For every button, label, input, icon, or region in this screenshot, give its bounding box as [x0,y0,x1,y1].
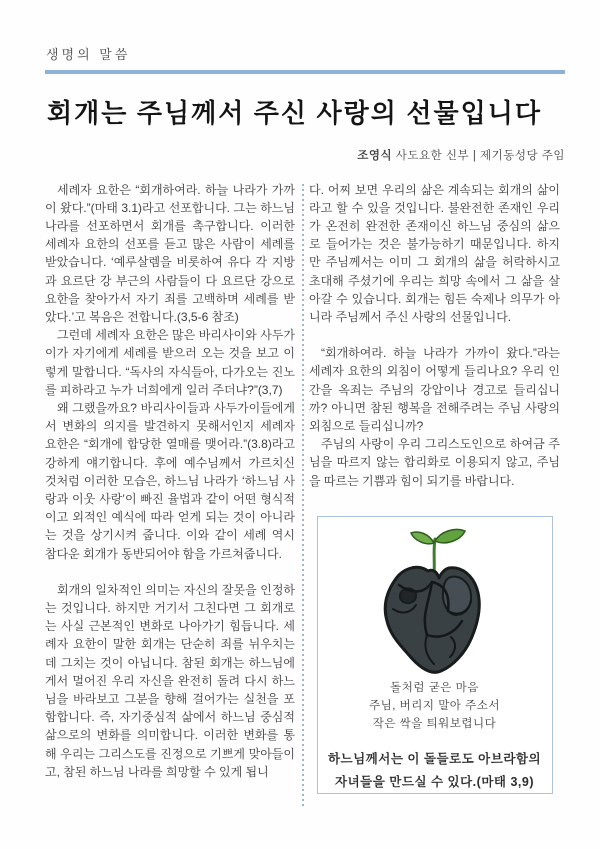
header-rule [45,70,565,74]
figure-caption-line: 돌처럼 굳은 마음 [390,681,479,694]
article-paragraph: “회개하여라. 하늘 나라가 가까이 왔다.”라는 세례자 요한의 외침이 어떻게 들리나요? 우리 인간을 옥죄는 주님의 강압이나 경고로 들리십니까? 아니면 참된 행복을 전해주려는 주님 사랑의 외침으로 들리십니까? [309,346,560,433]
column-divider [302,184,304,806]
byline [45,147,565,163]
page-title: 회개는 주님께서 주신 사랑의 선물입니다 [47,99,542,128]
figure-caption-line: 작은 싹을 틔워보렵니다 [372,717,497,730]
figure-quote [318,748,552,794]
figure-caption [318,679,552,733]
section-kicker: 생명의 말씀 [46,47,131,62]
article-paragraph: 왜 그랬을까요? 바리사이들과 사두가이들에게서 변화의 의지를 발견하지 못해서인지 세례자 요한은 “회개에 합당한 열매를 맺어라.”(3.8)라고 강하게 얘기합니다. 후에 예수님께서 가르치신 것처럼 이러한 모습은, 하느님 나라가 ‘하느님 사랑과 이웃 사랑’이 빠진 율법과 같이 어떤 형식적이고 외적인 예식에 따라 얻게 되는 것이 아니라는 것을 상기시켜 줍니다. 이와 같이 세례 역시 참다운 회개가 동반되어야 함을 가르쳐줍니다. [45,400,295,561]
article-paragraph: 회개의 일차적인 의미는 자신의 잘못을 인정하는 것입니다. 하지만 거기서 그친다면 그 회개로는 사실 근본적인 변화로 나아가기 힘듭니다. 세례자 요한이 말한 회개는 단순히 죄를 뉘우치는 데 그치는 것이 아닙니다. 참된 회개는 하느님에게서 멀어진 우리 자신을 완전히 돌려 다시 하느님을 바라보고 그분을 향해 걸어가는 실천을 포함합니다. 즉, 자기중심적 삶에서 하느님 중심적 삶으로의 변화를 의미합니다. 이러한 변화를 통해 우리는 그리스도를 진정으로 기쁘게 맞아들이고, 참된 하느님 나라를 희망할 수 있게 됩니 [45,582,295,779]
byline-author: 조영식 [357,149,393,162]
figure-caption-line: 주님, 버리지 말아 주소서 [369,699,500,712]
article-column-left [45,181,295,782]
article-column-right [309,181,560,794]
article-columns [45,181,565,806]
article-paragraph: 다. 어찌 보면 우리의 삶은 계속되는 회개의 삶이라고 할 수 있을 것입니다. 불완전한 존재인 우리가 온전히 완전한 존재이신 하느님 중심의 삶으로 들어가는 것은 불가능하기 때문입니다. 하지만 주님께서는 이미 그 회개의 삶을 허락하시고 초대해 주셨기에 우리는 희망 속에서 그 삶을 살아갈 수 있습니다. 회개는 힘든 숙제나 의무가 아니라 주님께서 주신 사랑의 선물입니다. [309,182,560,324]
figure-quote-line: 하느님께서는 이 돌들로도 아브라함의 [327,751,542,766]
byline-detail: 사도요한 신부 | 제기동성당 주임 [392,149,565,162]
article-paragraph: 그런데 세례자 요한은 많은 바리사이와 사두가이가 자기에게 세례를 받으러 오는 것을 보고 이렇게 말합니다. “독사의 자식들아, 다가오는 진노를 피하라고 누가 너희에게 일러 주더냐?”(3,7) [45,328,295,397]
stone-heart-sprout-illustration [371,527,499,675]
article-paragraph: 주님의 사랑이 우리 그리스도인으로 하여금 주님을 따르지 않는 합리화로 이용되지 않고, 주님을 따르는 기쁨과 힘이 되기를 바랍니다. [309,437,560,488]
figure-box [317,516,553,794]
article-paragraph: 세례자 요한은 “회개하여라. 하늘 나라가 가까이 왔다.”(마태 3.1)라고 선포합니다. 그는 하느님 나라를 선포하면서 회개를 촉구합니다. 이러한 세례자 요한의 선포를 듣고 많은 사람이 세례를 받았습니다. ‘예루살렘을 비롯하여 유다 각 지방과 요르단 강 부근의 사람들이 다 요르단 강으로 요한을 찾아가서 자기 죄를 고백하며 세례를 받았다.’고 복음은 전합니다.(3,5-6 참조) [45,182,295,324]
figure-quote-line: 자녀들을 만드실 수 있다.(마태 3,9) [335,774,534,789]
